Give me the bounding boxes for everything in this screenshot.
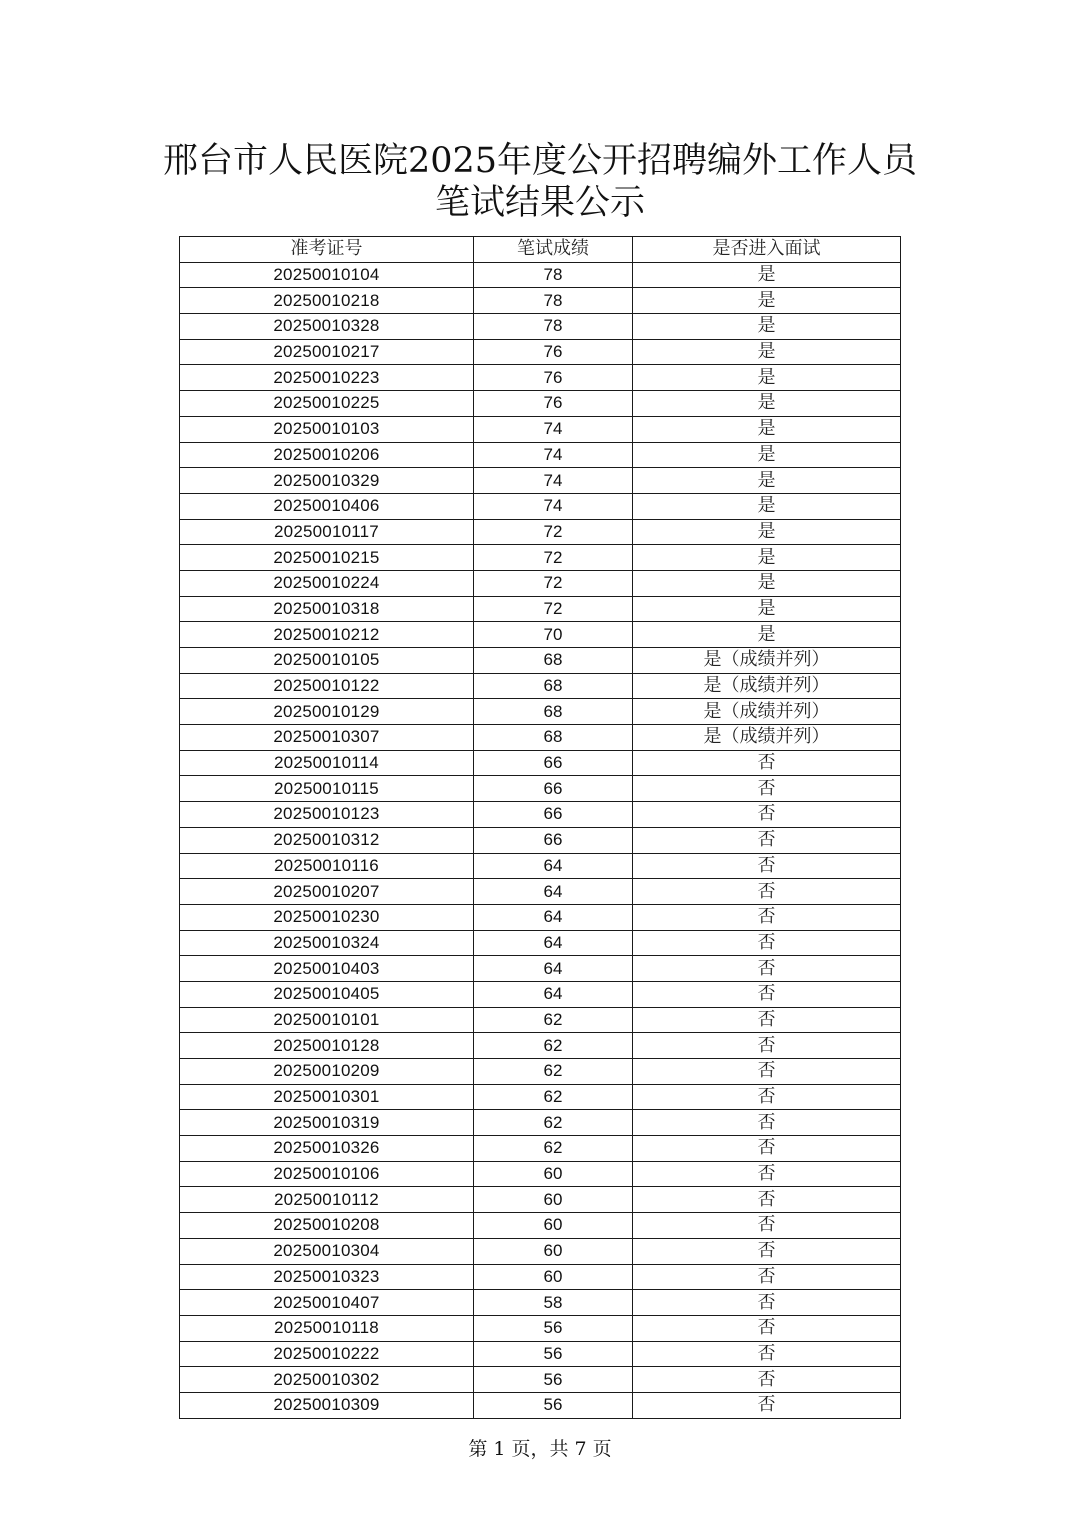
exam-id-cell: 20250010328 (180, 314, 474, 340)
written-score-cell: 76 (474, 339, 633, 365)
written-score-cell: 70 (474, 622, 633, 648)
interview-status-cell: 否 (633, 1161, 901, 1187)
exam-id-cell: 20250010319 (180, 1110, 474, 1136)
page-footer: 第 1 页，共 7 页 (468, 1438, 612, 1460)
exam-id-cell: 20250010323 (180, 1264, 474, 1290)
exam-id-cell: 20250010217 (180, 339, 474, 365)
interview-status-cell: 是 (633, 570, 901, 596)
written-score-cell: 76 (474, 365, 633, 391)
table-row (180, 1341, 901, 1367)
written-score-cell: 74 (474, 493, 633, 519)
table-row (180, 262, 901, 288)
table-row (180, 1033, 901, 1059)
written-score-cell: 60 (474, 1161, 633, 1187)
exam-id-cell: 20250010407 (180, 1290, 474, 1316)
interview-status-cell: 否 (633, 1341, 901, 1367)
exam-id-cell: 20250010302 (180, 1367, 474, 1393)
table-row (180, 1213, 901, 1239)
written-score-cell: 66 (474, 750, 633, 776)
written-score-cell: 66 (474, 802, 633, 828)
written-score-cell: 68 (474, 673, 633, 699)
interview-status-cell: 是 (633, 519, 901, 545)
written-score-cell: 66 (474, 827, 633, 853)
written-score-cell: 68 (474, 648, 633, 674)
table-row (180, 391, 901, 417)
table-row (180, 827, 901, 853)
written-score-cell: 72 (474, 570, 633, 596)
interview-status-cell: 是 (633, 596, 901, 622)
table-row (180, 1084, 901, 1110)
table-row (180, 493, 901, 519)
table-row (180, 622, 901, 648)
written-score-cell: 72 (474, 596, 633, 622)
exam-id-cell: 20250010406 (180, 493, 474, 519)
header-exam-id: 准考证号 (180, 237, 474, 263)
table-row (180, 1110, 901, 1136)
interview-status-cell: 否 (633, 802, 901, 828)
exam-id-cell: 20250010318 (180, 596, 474, 622)
written-score-cell: 62 (474, 1033, 633, 1059)
exam-id-cell: 20250010312 (180, 827, 474, 853)
exam-id-cell: 20250010103 (180, 416, 474, 442)
table-row (180, 519, 901, 545)
written-score-cell: 62 (474, 1059, 633, 1085)
interview-status-cell: 否 (633, 1315, 901, 1341)
exam-id-cell: 20250010122 (180, 673, 474, 699)
exam-id-cell: 20250010208 (180, 1213, 474, 1239)
table-row (180, 1187, 901, 1213)
header-interview-status: 是否进入面试 (633, 237, 901, 263)
written-score-cell: 78 (474, 314, 633, 340)
interview-status-cell: 是 (633, 339, 901, 365)
interview-status-cell: 否 (633, 853, 901, 879)
written-score-cell: 74 (474, 416, 633, 442)
written-score-cell: 64 (474, 879, 633, 905)
exam-id-cell: 20250010118 (180, 1315, 474, 1341)
table-row (180, 725, 901, 751)
exam-id-cell: 20250010115 (180, 776, 474, 802)
written-score-cell: 64 (474, 956, 633, 982)
exam-id-cell: 20250010104 (180, 262, 474, 288)
written-score-cell: 74 (474, 442, 633, 468)
written-score-cell: 58 (474, 1290, 633, 1316)
table-row (180, 1315, 901, 1341)
interview-status-cell: 是（成绩并列） (633, 699, 901, 725)
interview-status-cell: 否 (633, 1110, 901, 1136)
exam-id-cell: 20250010222 (180, 1341, 474, 1367)
exam-id-cell: 20250010129 (180, 699, 474, 725)
table-row (180, 596, 901, 622)
interview-status-cell: 是 (633, 365, 901, 391)
table-row (180, 1059, 901, 1085)
written-score-cell: 60 (474, 1187, 633, 1213)
table-row (180, 468, 901, 494)
table-row (180, 699, 901, 725)
interview-status-cell: 否 (633, 750, 901, 776)
interview-status-cell: 是 (633, 622, 901, 648)
table-row (180, 853, 901, 879)
table-row (180, 1392, 901, 1418)
interview-status-cell: 是 (633, 262, 901, 288)
exam-id-cell: 20250010209 (180, 1059, 474, 1085)
interview-status-cell: 否 (633, 956, 901, 982)
table-row (180, 1264, 901, 1290)
exam-id-cell: 20250010301 (180, 1084, 474, 1110)
exam-id-cell: 20250010114 (180, 750, 474, 776)
interview-status-cell: 否 (633, 1084, 901, 1110)
exam-id-cell: 20250010225 (180, 391, 474, 417)
interview-status-cell: 是 (633, 468, 901, 494)
written-score-cell: 78 (474, 288, 633, 314)
exam-id-cell: 20250010326 (180, 1136, 474, 1162)
written-score-cell: 56 (474, 1341, 633, 1367)
exam-id-cell: 20250010123 (180, 802, 474, 828)
interview-status-cell: 是 (633, 314, 901, 340)
table-header-row (180, 237, 901, 263)
interview-status-cell: 否 (633, 1213, 901, 1239)
exam-id-cell: 20250010223 (180, 365, 474, 391)
table-row (180, 570, 901, 596)
exam-id-cell: 20250010207 (180, 879, 474, 905)
written-score-cell: 72 (474, 545, 633, 571)
interview-status-cell: 否 (633, 904, 901, 930)
exam-id-cell: 20250010230 (180, 904, 474, 930)
interview-status-cell: 是 (633, 288, 901, 314)
interview-status-cell: 否 (633, 1290, 901, 1316)
written-score-cell: 64 (474, 930, 633, 956)
written-score-cell: 62 (474, 1110, 633, 1136)
table-row (180, 776, 901, 802)
exam-id-cell: 20250010215 (180, 545, 474, 571)
interview-status-cell: 否 (633, 1392, 901, 1418)
table-row (180, 930, 901, 956)
interview-status-cell: 否 (633, 1238, 901, 1264)
interview-status-cell: 否 (633, 879, 901, 905)
interview-status-cell: 是（成绩并列） (633, 648, 901, 674)
interview-status-cell: 否 (633, 1264, 901, 1290)
table-row (180, 956, 901, 982)
written-score-cell: 60 (474, 1213, 633, 1239)
interview-status-cell: 是 (633, 545, 901, 571)
interview-status-cell: 否 (633, 1367, 901, 1393)
exam-id-cell: 20250010106 (180, 1161, 474, 1187)
written-score-cell: 64 (474, 853, 633, 879)
interview-status-cell: 是 (633, 442, 901, 468)
interview-status-cell: 否 (633, 1059, 901, 1085)
exam-id-cell: 20250010324 (180, 930, 474, 956)
interview-status-cell: 否 (633, 930, 901, 956)
table-row (180, 904, 901, 930)
exam-id-cell: 20250010105 (180, 648, 474, 674)
table-row (180, 750, 901, 776)
written-score-cell: 60 (474, 1264, 633, 1290)
table-row (180, 1290, 901, 1316)
header-written-score: 笔试成绩 (474, 237, 633, 263)
table-row (180, 673, 901, 699)
interview-status-cell: 否 (633, 1033, 901, 1059)
table-row (180, 416, 901, 442)
written-score-cell: 62 (474, 1084, 633, 1110)
exam-id-cell: 20250010112 (180, 1187, 474, 1213)
table-row (180, 981, 901, 1007)
table-row (180, 545, 901, 571)
interview-status-cell: 否 (633, 1007, 901, 1033)
table-row (180, 365, 901, 391)
interview-status-cell: 是（成绩并列） (633, 725, 901, 751)
written-score-cell: 62 (474, 1136, 633, 1162)
written-score-cell: 56 (474, 1367, 633, 1393)
interview-status-cell: 是 (633, 391, 901, 417)
table-row (180, 802, 901, 828)
written-score-cell: 56 (474, 1392, 633, 1418)
written-score-cell: 68 (474, 699, 633, 725)
exam-id-cell: 20250010224 (180, 570, 474, 596)
table-row (180, 442, 901, 468)
written-score-cell: 72 (474, 519, 633, 545)
written-score-cell: 76 (474, 391, 633, 417)
table-row (180, 1136, 901, 1162)
exam-id-cell: 20250010309 (180, 1392, 474, 1418)
exam-id-cell: 20250010304 (180, 1238, 474, 1264)
exam-results-table (179, 236, 901, 1419)
written-score-cell: 60 (474, 1238, 633, 1264)
exam-id-cell: 20250010116 (180, 853, 474, 879)
written-score-cell: 66 (474, 776, 633, 802)
document-title-line-1: 邢台市人民医院2025年度公开招聘编外工作人员 (162, 141, 918, 181)
table-row (180, 879, 901, 905)
interview-status-cell: 否 (633, 1187, 901, 1213)
written-score-cell: 68 (474, 725, 633, 751)
interview-status-cell: 是（成绩并列） (633, 673, 901, 699)
table-row (180, 1367, 901, 1393)
table-row (180, 288, 901, 314)
exam-id-cell: 20250010307 (180, 725, 474, 751)
exam-id-cell: 20250010212 (180, 622, 474, 648)
written-score-cell: 62 (474, 1007, 633, 1033)
written-score-cell: 64 (474, 981, 633, 1007)
exam-id-cell: 20250010218 (180, 288, 474, 314)
interview-status-cell: 是 (633, 493, 901, 519)
exam-id-cell: 20250010405 (180, 981, 474, 1007)
exam-id-cell: 20250010329 (180, 468, 474, 494)
table-row (180, 648, 901, 674)
interview-status-cell: 是 (633, 416, 901, 442)
exam-id-cell: 20250010403 (180, 956, 474, 982)
written-score-cell: 56 (474, 1315, 633, 1341)
written-score-cell: 74 (474, 468, 633, 494)
exam-id-cell: 20250010128 (180, 1033, 474, 1059)
table-row (180, 339, 901, 365)
interview-status-cell: 否 (633, 776, 901, 802)
interview-status-cell: 否 (633, 1136, 901, 1162)
written-score-cell: 64 (474, 904, 633, 930)
written-score-cell: 78 (474, 262, 633, 288)
table-row (180, 1161, 901, 1187)
exam-id-cell: 20250010101 (180, 1007, 474, 1033)
interview-status-cell: 否 (633, 827, 901, 853)
table-row (180, 314, 901, 340)
interview-status-cell: 否 (633, 981, 901, 1007)
exam-id-cell: 20250010206 (180, 442, 474, 468)
table-body (180, 262, 901, 1418)
table-row (180, 1007, 901, 1033)
document-title-line-2: 笔试结果公示 (434, 183, 645, 223)
table-row (180, 1238, 901, 1264)
exam-id-cell: 20250010117 (180, 519, 474, 545)
